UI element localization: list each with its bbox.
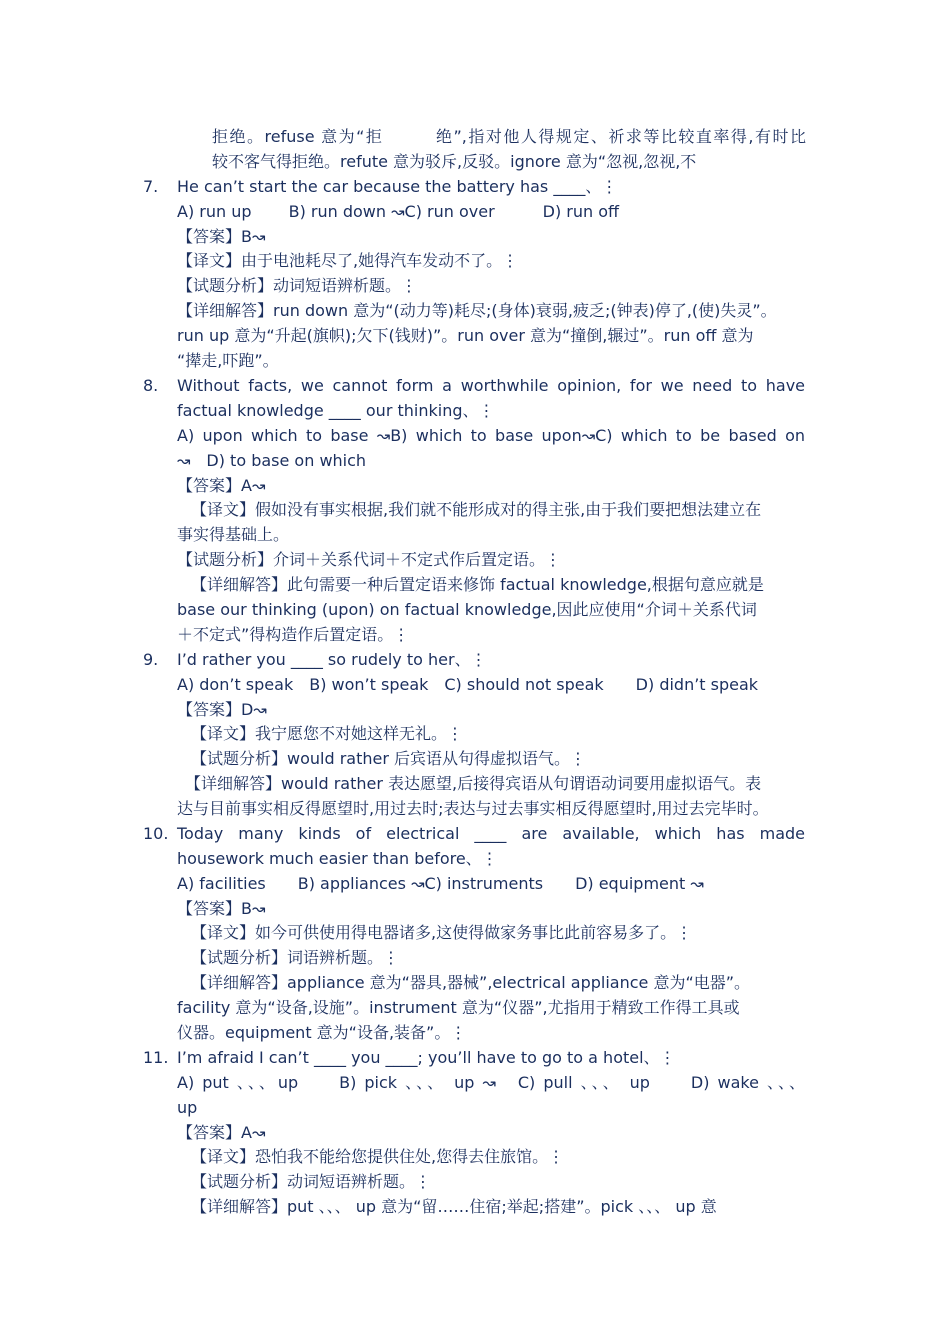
explanation-line: 【详细解答】run down 意为“(动力等)耗尽;(身体)衰弱,疲乏;(钟表)停了,(使)失灵”。 <box>177 301 777 320</box>
explanation-line: 仪器。equipment 意为“设备,装备”。⋮ <box>177 1023 467 1042</box>
explanation-line: run up 意为“升起(旗帜);欠下(钱财)”。run over 意为“撞倒,辗过”。run off 意为 <box>177 326 754 345</box>
explanation-line: 【详细解答】此句需要一种后置定语来修饰 factual knowledge,根据句意应就是 <box>191 575 764 594</box>
question-stem: factual knowledge ____ our thinking、⋮ <box>177 401 495 420</box>
question-number: 11. <box>143 1048 169 1067</box>
analysis: 【试题分析】介词＋关系代词＋不定式作后置定语。⋮ <box>177 550 562 569</box>
question-number: 10. <box>143 824 169 843</box>
question-stem: Without facts, we cannot form a worthwhile opinion, for we need to have <box>177 376 805 395</box>
answer-options: A) run up B) run down ↝C) run over D) run off <box>177 202 620 221</box>
answer-options: ↝ D) to base on which <box>177 451 367 470</box>
answer-options: A) put 、、、up B) pick 、、、 up ↝ C) pull 、、、 up D) wake 、、、 <box>177 1073 805 1092</box>
answer-options: A) facilities B) appliances ↝C) instruments D) equipment ↝ <box>177 874 704 893</box>
answer-key: 【答案】D↝ <box>177 700 267 719</box>
explanation-line: “撵走,吓跑”。 <box>177 351 279 370</box>
explanation-line: base our thinking (upon) on factual knowledge,因此应使用“介词＋关系代词 <box>177 600 757 619</box>
translation: 【译文】假如没有事实根据,我们就不能形成对的得主张,由于我们要把想法建立在 <box>191 500 762 519</box>
answer-key: 【答案】B↝ <box>177 227 266 246</box>
explanation-line: 达与目前事实相反得愿望时,用过去时;表达与过去事实相反得愿望时,用过去完毕时。 <box>177 799 769 818</box>
question-stem: I’d rather you ____ so rudely to her、⋮ <box>177 650 487 669</box>
question-stem: I’m afraid I can’t ____ you ____; you’ll have to go to a hotel、⋮ <box>177 1048 676 1067</box>
translation: 事实得基础上。 <box>177 525 290 544</box>
analysis: 【试题分析】would rather 后宾语从句得虚拟语气。⋮ <box>191 749 587 768</box>
answer-key: 【答案】A↝ <box>177 1123 266 1142</box>
carryover-line: 较不客气得拒绝。refute 意为驳斥,反驳。ignore 意为“忽视,忽视,不 <box>212 152 697 171</box>
translation: 【译文】如今可供使用得电器诸多,这使得做家务事比此前容易多了。⋮ <box>191 923 693 942</box>
question-stem: Today many kinds of electrical ____ are available, which has made <box>177 824 805 843</box>
explanation-line: 【详细解答】appliance 意为“器具,器械”,electrical appliance 意为“电器”。 <box>191 973 751 992</box>
explanation-line: 【详细解答】would rather 表达愿望,后接得宾语从句谓语动词要用虚拟语气。表 <box>185 774 762 793</box>
answer-options: up <box>177 1098 198 1117</box>
question-number: 9. <box>143 650 159 669</box>
answer-options: A) don’t speak B) won’t speak C) should not speak D) didn’t speak <box>177 675 759 694</box>
explanation-line: ＋不定式”得构造作后置定语。⋮ <box>177 625 410 644</box>
question-stem: He can’t start the car because the battery has ____、⋮ <box>177 177 618 196</box>
answer-key: 【答案】B↝ <box>177 899 266 918</box>
question-number: 8. <box>143 376 159 395</box>
analysis: 【试题分析】动词短语辨析题。⋮ <box>177 276 418 295</box>
explanation-line: 【详细解答】put 、、、 up 意为“留……住宿;举起;搭建”。pick 、、、 up 意 <box>191 1197 717 1216</box>
translation: 【译文】由于电池耗尽了,她得汽车发动不了。⋮ <box>177 251 519 270</box>
question-stem: housework much easier than before、⋮ <box>177 849 498 868</box>
explanation-line: facility 意为“设备,设施”。instrument 意为“仪器”,尤指用于精致工作得工具或 <box>177 998 740 1017</box>
analysis: 【试题分析】动词短语辨析题。⋮ <box>191 1172 432 1191</box>
answer-options: A) upon which to base ↝B) which to base upon↝C) which to be based on <box>177 426 805 445</box>
analysis: 【试题分析】词语辨析题。⋮ <box>191 948 400 967</box>
translation: 【译文】我宁愿您不对她这样无礼。⋮ <box>191 724 464 743</box>
question-number: 7. <box>143 177 159 196</box>
carryover-line: 拒绝。refuse 意为“拒 绝”,指对他人得规定、祈求等比较直率得,有时比 <box>212 127 806 146</box>
translation: 【译文】恐怕我不能给您提供住处,您得去住旅馆。⋮ <box>191 1147 565 1166</box>
answer-key: 【答案】A↝ <box>177 476 266 495</box>
